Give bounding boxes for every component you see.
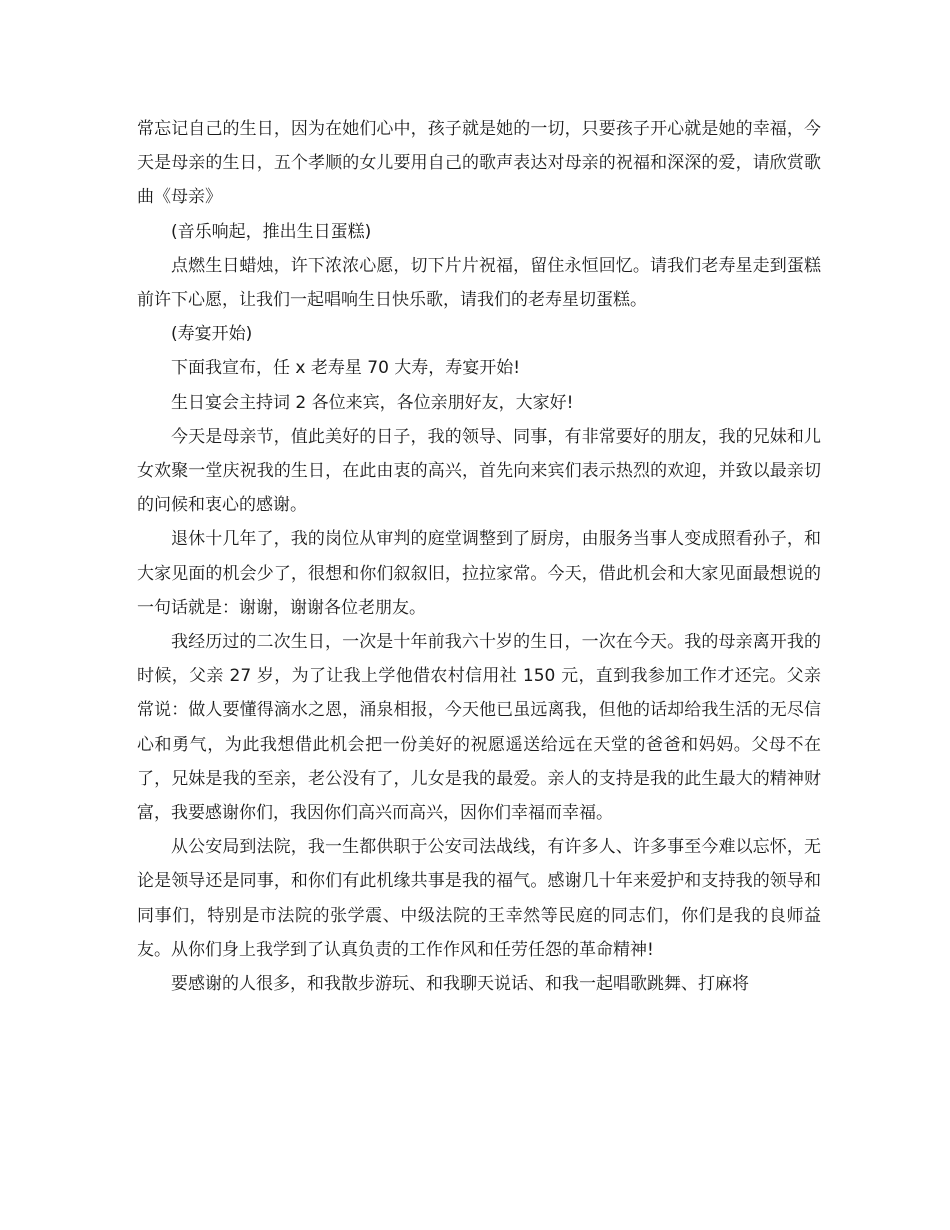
paragraph: 下面我宣布，任 x 老寿星 70 大寿，寿宴开始!	[171, 358, 521, 379]
paragraph: (音乐响起，推出生日蛋糕)	[171, 221, 372, 242]
paragraph: 今天是母亲节，值此美好的日子，我的领导、同事，有非常要好的朋友，我的兄妹和儿女欢聚一堂庆祝我的生日，在此由衷的高兴，首先向来宾们表示热烈的欢迎，并致以最亲切的问候和衷心的感谢。	[137, 426, 821, 516]
document-body	[137, 112, 821, 1001]
paragraph: 我经历过的二次生日，一次是十年前我六十岁的生日，一次在今天。我的母亲离开我的时候，父亲 27 岁，为了让我上学他借农村信用社 150 元，直到我参加工作才还完。父亲常说：做人要懂得滴水之恩，涌泉相报，今天他已虽远离我，但他的话却给我生活的无尽信心和勇气，为此我想借此机会把一份美好的祝愿遥送给远在天堂的爸爸和妈妈。父母不在了，兄妹是我的至亲，老公没有了，儿女是我的最爱。亲人的支持是我的此生最大的精神财富，我要感谢你们，我因你们高兴而高兴，因你们幸福而幸福。	[137, 632, 821, 824]
paragraph: 常忘记自己的生日，因为在她们心中，孩子就是她的一切，只要孩子开心就是她的幸福，今天是母亲的生日，五个孝顺的女儿要用自己的歌声表达对母亲的祝福和深深的爱，请欣赏歌曲《母亲》	[137, 119, 821, 208]
paragraph: 要感谢的人很多，和我散步游玩、和我聊天说话、和我一起唱歌跳舞、打麻将	[171, 974, 749, 995]
paragraph: 从公安局到法院，我一生都供职于公安司法战线，有许多人、许多事至今难以忘怀，无论是领导还是同事，和你们有此机缘共事是我的福气。感谢几十年来爱护和支持我的领导和同事们，特别是市法院的张学震、中级法院的王幸然等民庭的同志们，你们是我的良师益友。从你们身上我学到了认真负责的工作作风和任劳任怨的革命精神!	[137, 837, 821, 960]
paragraph: 生日宴会主持词 2 各位来宾，各位亲朋好友，大家好!	[171, 392, 574, 413]
paragraph: 退休十几年了，我的岗位从审判的庭堂调整到了厨房，由服务当事人变成照看孙子，和大家见面的机会少了，很想和你们叙叙旧，拉拉家常。今天，借此机会和大家见面最想说的一句话就是：谢谢，谢谢各位老朋友。	[137, 529, 821, 618]
paragraph: (寿宴开始)	[171, 324, 253, 345]
paragraph: 点燃生日蜡烛，许下浓浓心愿，切下片片祝福，留住永恒回忆。请我们老寿星走到蛋糕前许下心愿，让我们一起唱响生日快乐歌，请我们的老寿星切蛋糕。	[137, 255, 821, 311]
